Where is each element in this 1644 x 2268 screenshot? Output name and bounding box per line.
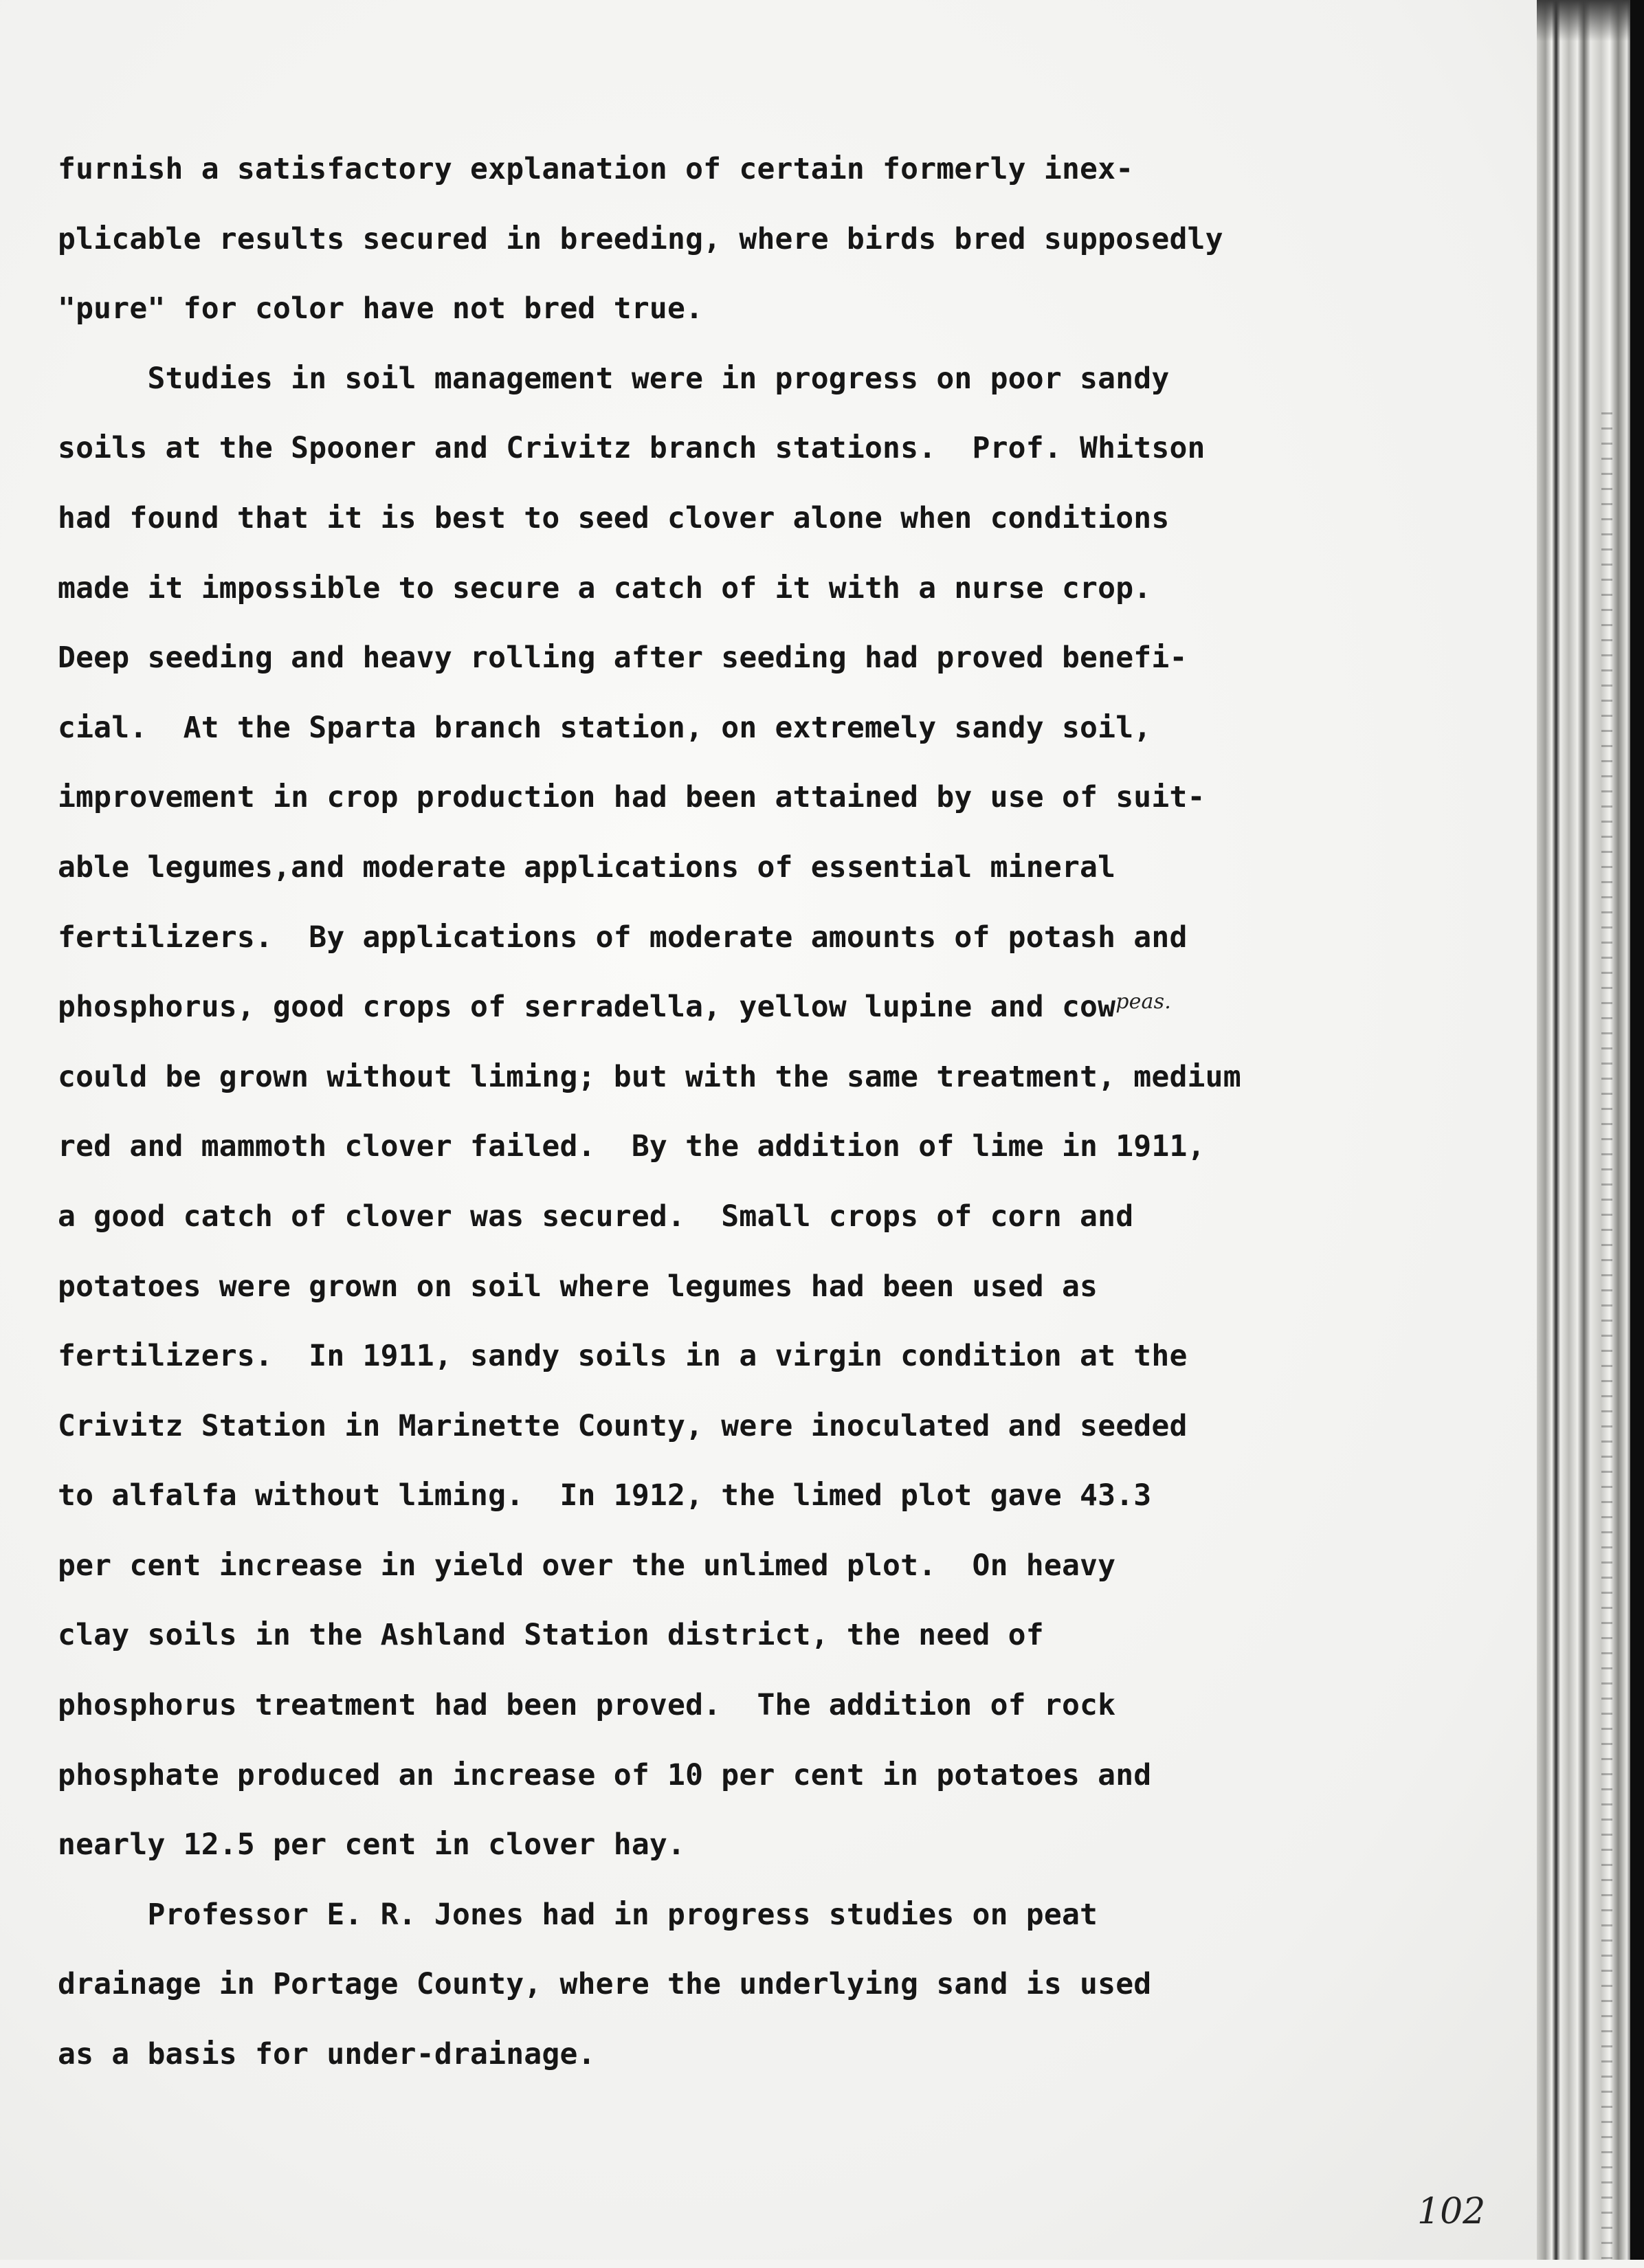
handwritten-insert: peas. [1115,990,1171,1014]
text-line: nearly 12.5 per cent in clover hay. [58,1827,686,1863]
text-line: Deep seeding and heavy rolling after seeding had proved benefi- [58,641,1188,676]
text-line: as a basis for under-drainage. [58,2037,596,2072]
text-line: clay soils in the Ashland Station district, the need of [58,1618,1044,1653]
text-line: phosphorus, good crops of serradella, yellow lupine and cow [58,990,1116,1025]
text-line: improvement in crop production had been attained by use of suit- [58,780,1206,815]
text-line: furnish a satisfactory explanation of certain formerly inex- [58,152,1134,186]
text-line: soils at the Spooner and Crivitz branch stations. Prof. Whitson [58,431,1206,466]
text-line: per cent increase in yield over the unlimed plot. On heavy [58,1548,1116,1583]
typed-text [58,135,1446,2090]
text-line: drainage in Portage County, where the underlying sand is used [58,1967,1152,2002]
text-line: Crivitz Station in Marinette County, were inoculated and seeded [58,1408,1188,1443]
text-line: Professor E. R. Jones had in progress studies on peat [58,1897,1098,1932]
text-line: red and mammoth clover failed. By the addition of lime in 1911, [58,1129,1206,1164]
text-line: fertilizers. By applications of moderate amounts of potash and [58,920,1188,955]
page-edge-texture [1601,412,1612,2268]
text-line: potatoes were grown on soil where legumes had been used as [58,1269,1098,1304]
text-line: made it impossible to secure a catch of it with a nurse crop. [58,570,1152,605]
text-line: had found that it is best to seed clover alone when conditions [58,500,1170,535]
text-line: able legumes,and moderate applications of essential mineral [58,849,1116,885]
text-line: to alfalfa without liming. In 1912, the limed plot gave 43.3 [58,1478,1152,1513]
text-line-with-insert [58,972,1446,1043]
book-page-edges [1537,0,1644,2260]
text-line: plicable results secured in breeding, where birds bred supposedly [58,221,1223,256]
page-number: 102 [1417,2191,1486,2232]
text-line: fertilizers. In 1911, sandy soils in a virgin condition at the [58,1339,1188,1374]
text-line: Studies in soil management were in progress on poor sandy [58,361,1170,396]
text-line: phosphate produced an increase of 10 per cent in potatoes and [58,1757,1152,1792]
text-line: a good catch of clover was secured. Small crops of corn and [58,1199,1134,1234]
scan-border [1630,0,1644,2260]
text-line: phosphorus treatment had been proved. The addition of rock [58,1688,1116,1723]
page-edge-shadow [1537,0,1644,41]
text-line: could be grown without liming; but with the same treatment, medium [58,1059,1241,1094]
text-line: "pure" for color have not bred true. [58,291,704,326]
text-line: cial. At the Sparta branch station, on extremely sandy soil, [58,710,1152,745]
